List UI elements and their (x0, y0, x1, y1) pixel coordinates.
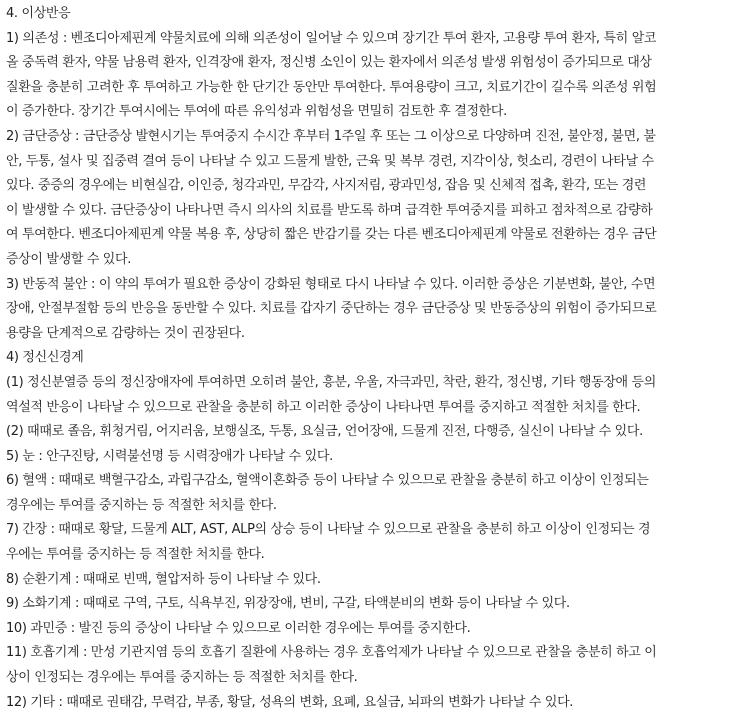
text-line: 10) 과민증 : 발진 등의 증상이 나타날 수 있으므로 이러한 경우에는 투여를 중지한다. (6, 620, 471, 636)
section-heading: 4. 이상반응 (6, 6, 71, 21)
text-line: 11) 호흡기계 : 만성 기관지염 등의 호흡기 질환에 사용하는 경우 호흡억제가 나타날 수 있으므로 관찰을 충분히 하고 이 (6, 645, 657, 661)
text-line: 2) 금단증상 : 금단증상 발현시기는 투여중지 수시간 후부터 1주일 후 또는 그 이상으로 다양하며 진전, 불안정, 불면, 불 (6, 128, 656, 144)
text-line: 이 증가한다. 장기간 투여시에는 투여에 따른 유익성과 위험성을 면밀히 검토한 후 결정한다. (6, 104, 507, 120)
text-line: 질환을 충분히 고려한 후 투여하고 가능한 한 단기간 동안만 투여한다. 투여용량이 크고, 치료기간이 길수록 의존성 위험 (6, 79, 657, 95)
text-line: (2) 때때로 졸음, 휘청거림, 어지러움, 보행실조, 두통, 요실금, 언어장애, 드물게 진전, 다행증, 실신이 나타날 수 있다. (6, 424, 643, 440)
text-line: 용량을 단계적으로 감량하는 것이 권장된다. (6, 325, 245, 341)
text-line: 8) 순환기계 : 때때로 빈맥, 혈압저하 등이 나타날 수 있다. (6, 571, 321, 587)
text-line: 장애, 안절부절함 등의 반응을 동반할 수 있다. 치료를 갑자기 중단하는 경우 금단증상 및 반동증상의 위험이 증가되므로 (6, 301, 657, 317)
subsection-heading: 4) 정신신경계 (6, 350, 84, 366)
text-line: 증상이 발생할 수 있다. (6, 251, 132, 267)
text-line: 상이 인정되는 경우에는 투여를 중지하는 등 적절한 처치를 한다. (6, 670, 358, 686)
text-line: 경우에는 투여를 중지하는 등 적절한 처치를 한다. (6, 497, 277, 513)
text-line: 여 투여한다. 벤조디아제핀계 약물 복용 후, 상당히 짧은 반감기를 갖는 다른 벤조디아제핀계 약물로 전환하는 경우 금단 (6, 227, 657, 243)
text-line: 3) 반동적 불안 : 이 약의 투여가 필요한 증상이 강화된 형태로 다시 나타날 수 있다. 이러한 증상은 기분변화, 불안, 수면 (6, 276, 656, 292)
text-line: 12) 기타 : 때때로 권태감, 무력감, 부종, 황달, 성욕의 변화, 요폐, 요실금, 뇌파의 변화가 나타날 수 있다. (6, 694, 574, 710)
text-line: 9) 소화기계 : 때때로 구역, 구토, 식욕부진, 위장장애, 변비, 구갈, 타액분비의 변화 등이 나타날 수 있다. (6, 596, 570, 612)
text-line: 안, 두통, 설사 및 집중력 결여 등이 나타날 수 있고 드물게 발한, 근육 및 복부 경련, 지각이상, 헛소리, 경련이 나타날 수 (6, 153, 654, 169)
text-line: 이 발생할 수 있다. 금단증상이 나타나면 즉시 의사의 치료를 받도록 하며 급격한 투여중지를 피하고 점차적으로 감량하 (6, 202, 653, 218)
text-line: 7) 간장 : 때때로 황달, 드물게 ALT, AST, ALP의 상승 등이 나타날 수 있으므로 관찰을 충분히 하고 이상이 인정되는 경 (6, 522, 651, 538)
text-line: 우에는 투여를 중지하는 등 적절한 처치를 한다. (6, 547, 265, 563)
text-line: 6) 혈액 : 때때로 백혈구감소, 과립구감소, 혈액이혼화증 등이 나타날 수 있으므로 관찰을 충분히 하고 이상이 인정되는 (6, 473, 649, 489)
text-line: 올 중독력 환자, 약물 남용력 환자, 인격장애 환자, 정신병 소인이 있는 환자에서 의존성 발생 위험성이 증가되므로 대상 (6, 55, 652, 71)
text-line: 1) 의존성 : 벤조디아제핀계 약물치료에 의해 의존성이 일어날 수 있으며 장기간 투여 환자, 고용량 투여 환자, 특히 알코 (6, 30, 657, 46)
text-line: (1) 정신분열증 등의 정신장애자에 투여하면 오히려 불안, 흥분, 우울, 자극과민, 착란, 환각, 정신병, 기타 행동장애 등의 (6, 374, 656, 390)
text-line: 있다. 중증의 경우에는 비현실감, 이인증, 청각과민, 무감각, 사지저림, 광과민성, 잡음 및 신체적 접촉, 환각, 또는 경련 (6, 178, 647, 194)
text-line: 5) 눈 : 안구진탕, 시력불선명 등 시력장애가 나타날 수 있다. (6, 448, 333, 464)
text-line: 역설적 반응이 나타날 수 있으므로 관찰을 충분히 하고 이러한 증상이 나타나면 투여를 중지하고 적절한 처치를 한다. (6, 399, 641, 415)
